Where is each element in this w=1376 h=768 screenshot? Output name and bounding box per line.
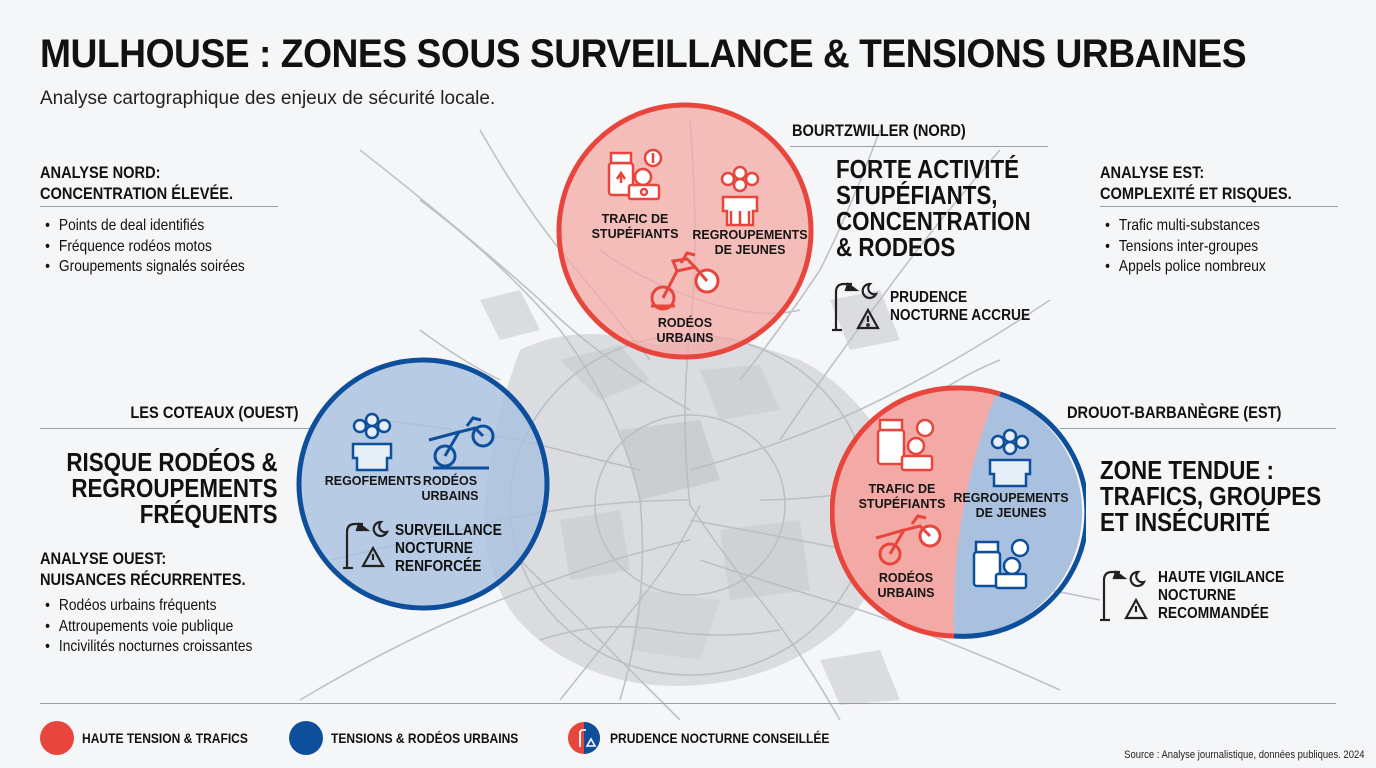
east-vigilance-line: HAUTE VIGILANCE	[1158, 569, 1285, 586]
legend-item-red: HAUTE TENSION & TRAFICS	[82, 730, 248, 746]
north-label-line: REGROUPEMENTS	[692, 228, 808, 242]
east-vigilance-line: RECOMMANDÉE	[1158, 605, 1269, 622]
page-title: MULHOUSE : ZONES SOUS SURVEILLANCE & TENSIONS URBAINES	[40, 32, 1247, 76]
north-label-regroupements	[690, 228, 810, 258]
legend-item-mixed: PRUDENCE NOCTURNE CONSEILLÉE	[610, 730, 830, 746]
east-analysis-heading-line: COMPLEXITÉ ET RISQUES.	[1100, 184, 1292, 203]
east-label-regroupements	[952, 491, 1070, 521]
source-note: Source : Analyse journalistique, données publiques. 2024	[1123, 749, 1364, 761]
east-label-line: URBAINS	[877, 586, 935, 600]
west-surveillance-line: RENFORCÉE	[395, 558, 482, 575]
west-headline	[67, 449, 278, 527]
north-headline-line: CONCENTRATION	[836, 206, 1031, 236]
divider	[1100, 206, 1338, 207]
east-analysis-bullets	[1100, 216, 1266, 278]
east-analysis-heading	[1100, 162, 1292, 204]
west-label-line: RODÉOS	[422, 474, 478, 488]
list-item: • Tensions inter-groupes	[1100, 237, 1266, 258]
streetlight-warning-icon	[1098, 568, 1150, 624]
west-label-line: URBAINS	[421, 489, 479, 503]
divider	[40, 206, 278, 207]
north-zone-label: BOURTZWILLER (NORD)	[792, 121, 966, 140]
list-item: • Trafic multi-substances	[1100, 216, 1266, 237]
west-analysis-heading-line: ANALYSE OUEST:	[40, 549, 167, 568]
east-label-rodeos	[866, 571, 946, 601]
list-item: • Incivilités nocturnes croissantes	[40, 637, 252, 658]
east-headline-line: ET INSÉCURITÉ	[1100, 507, 1271, 537]
east-headline-line: TRAFICS, GROUPES	[1100, 481, 1322, 511]
north-label-line: URBAINS	[656, 331, 714, 345]
list-item: • Points de deal identifiés	[40, 216, 245, 237]
north-headline-line: STUPÉFIANTS,	[836, 180, 998, 210]
north-analysis-heading-line: ANALYSE NORD:	[40, 163, 161, 182]
west-surveillance-line: SURVEILLANCE	[395, 522, 502, 539]
list-item: • Groupements signalés soirées	[40, 257, 245, 278]
legend-mixed-dot	[567, 721, 601, 755]
east-headline-line: ZONE TENDUE :	[1100, 455, 1274, 485]
streetlight-warning-icon	[830, 280, 880, 334]
east-label-line: DE JEUNES	[975, 506, 1047, 520]
north-label-line: STUPÉFIANTS	[591, 227, 679, 241]
west-zone-label: LES COTEAUX (OUEST)	[130, 403, 299, 422]
north-headline	[836, 156, 1031, 260]
legend-divider	[40, 703, 1336, 704]
east-headline	[1100, 457, 1321, 535]
north-headline-line: & RODEOS	[836, 232, 956, 262]
page-subtitle: Analyse cartographique des enjeux de sécurité locale.	[40, 88, 496, 109]
north-analysis-bullets	[40, 216, 245, 278]
divider	[40, 428, 310, 429]
north-analysis-heading	[40, 162, 233, 204]
east-label-line: RODÉOS	[878, 571, 934, 585]
legend-red-dot	[40, 721, 74, 755]
north-label-line: RODÉOS	[657, 316, 713, 330]
west-surveillance-line: NOCTURNE	[395, 540, 473, 557]
east-vigilance-line: NOCTURNE	[1158, 587, 1236, 604]
west-label-regroupements: REGOFEMENTS	[324, 474, 422, 488]
east-label-line: STUPÉFIANTS	[858, 497, 946, 511]
west-headline-line: FRÉQUENTS	[140, 499, 278, 529]
east-label-trafic	[852, 482, 952, 512]
west-analysis-heading-line: NUISANCES RÉCURRENTES.	[40, 570, 246, 589]
list-item: • Appels police nombreux	[1100, 257, 1266, 278]
list-item: • Attroupements voie publique	[40, 617, 252, 638]
east-label-line: TRAFIC DE	[868, 482, 936, 496]
east-vigilance-text	[1158, 569, 1284, 623]
north-prudence-text	[890, 289, 1030, 325]
list-item: • Fréquence rodéos motos	[40, 237, 245, 258]
north-label-line: DE JEUNES	[714, 243, 786, 257]
north-label-rodeos	[645, 316, 725, 346]
west-headline-line: REGROUPEMENTS	[71, 473, 278, 503]
west-surveillance-text	[395, 522, 502, 576]
north-headline-line: FORTE ACTIVITÉ	[836, 154, 1020, 184]
east-label-line: REGROUPEMENTS	[953, 491, 1069, 505]
east-zone-label: DROUOT-BARBANÈGRE (EST)	[1067, 403, 1282, 422]
north-prudence-line: NOCTURNE ACCRUE	[890, 307, 1031, 324]
list-item: • Rodéos urbains fréquents	[40, 596, 252, 617]
legend-blue-dot	[289, 721, 323, 755]
west-analysis-bullets	[40, 596, 252, 658]
north-analysis-heading-line: CONCENTRATION ÉLEVÉE.	[40, 184, 234, 203]
west-headline-line: RISQUE RODÉOS &	[66, 447, 278, 477]
north-label-trafic	[585, 212, 685, 242]
west-analysis-heading	[40, 548, 246, 590]
divider	[1060, 428, 1336, 429]
west-label-rodeos	[420, 474, 480, 504]
group-people-icon	[722, 167, 758, 225]
north-label-line: TRAFIC DE	[601, 212, 669, 226]
divider	[790, 146, 1048, 147]
legend-item-blue: TENSIONS & RODÉOS URBAINS	[331, 730, 519, 746]
east-analysis-heading-line: ANALYSE EST:	[1100, 163, 1205, 182]
north-prudence-line: PRUDENCE	[890, 289, 968, 306]
